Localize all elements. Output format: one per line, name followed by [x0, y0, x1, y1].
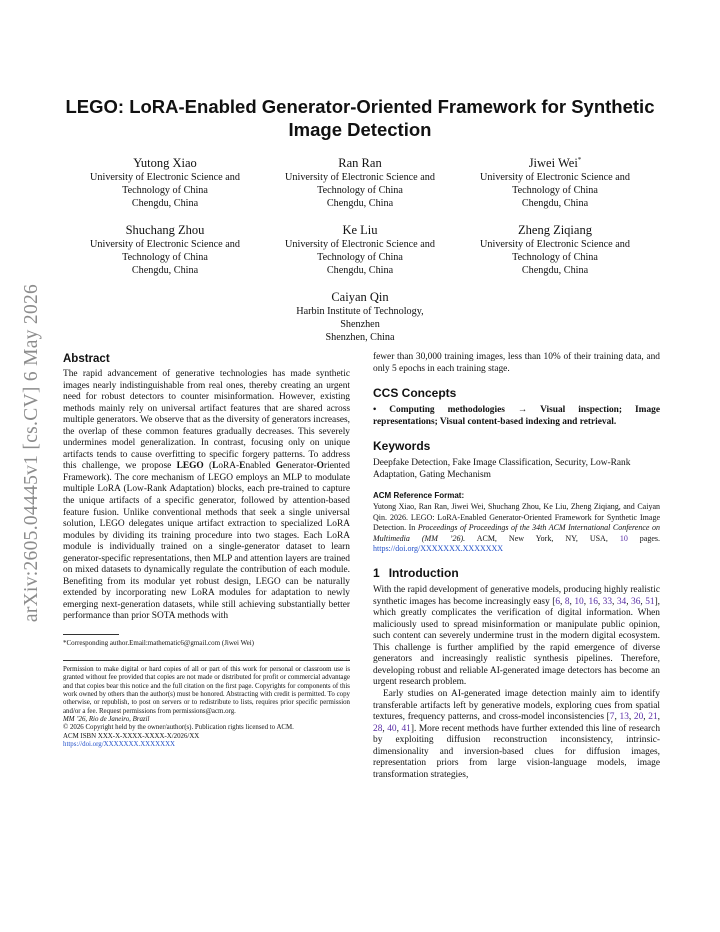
acm-reference-heading: ACM Reference Format:	[373, 491, 465, 501]
author-city: Shenzhen, China	[325, 332, 395, 344]
author-affiliation: University of Electronic Science and Technology of China	[480, 172, 630, 197]
arxiv-id: arXiv:2605.04445v1 [cs.CV] 6 May 2026	[21, 283, 43, 623]
author-city: Chengdu, China	[521, 198, 589, 210]
author-name: Ke Liu	[342, 223, 378, 238]
author	[70, 219, 260, 277]
citation-link[interactable]: 41	[401, 723, 411, 734]
pages-link[interactable]: 10	[619, 533, 628, 543]
citation-link[interactable]: 7	[609, 712, 615, 723]
footnote-rule	[63, 634, 119, 635]
abstract-heading: Abstract	[63, 353, 110, 365]
author-affiliation: University of Electronic Science and Technology of China	[90, 239, 240, 264]
abstract-text: The rapid advancement of generative technologies has made synthetic images nearly indistinguishable from real ones, thereby creating an urgent need for robust detectors to counter misinformation. However, existing methods mainly rely on universal artifact features that are shared across multiple generators. We observe that as the diversity of generators increases, the overlap of these common features gradually decreases. This severely undermines model generalization. In contrast, focusing only on unique artifacts tends to cause overfitting to specific forgery patterns. To address this challenge, we propose LEGO (LoRA-Enabled Generator-Oriented Framework). The core mechanism of LEGO employs an MLP to modulate multiple LoRA (Low-Rank Adaptation) blocks, each pre-trained to capture the unique artifacts of a specific generator, followed by attention-based feature fusion. Unlike conventional methods that seek a single universal solution, LEGO delegates unique artifact extraction to specialized LoRA modules by dividing its training procedure into two stages. Each LoRA module is individually trained on a single-generator dataset to learn generator-specific representations, then MLP and attention layers are trained on mixed datasets to dynamically regulate the contribution of each module. Benefiting from its modular yet robust design, LEGO can be naturally extended by incorporating new LoRA modules for adaptation to newly emerging next-generation datasets, while still achieving substantially better performance than prior SOTA methods with	[63, 369, 350, 622]
author-name: Zheng Ziqiang	[518, 223, 592, 238]
citation-link[interactable]: 13	[619, 712, 629, 723]
abstract-continuation: fewer than 30,000 training images, less than 10% of their training data, and only 5 epochs in each training stage.	[373, 352, 660, 374]
keywords-heading: Keywords	[373, 439, 431, 454]
acm-doi-link[interactable]: https://doi.org/XXXXXXX.XXXXXXX	[373, 544, 504, 554]
venue-line: MM ’26, Rio de Janeiro, Brazil	[63, 716, 150, 724]
citation-link[interactable]: 16	[588, 596, 598, 607]
citation-link[interactable]: 20	[633, 712, 644, 723]
intro-heading: 1 Introduction	[373, 566, 459, 581]
arxiv-stamp	[12, 263, 52, 643]
author	[265, 152, 455, 210]
citation-link[interactable]: 34	[616, 596, 627, 607]
ccs-heading: CCS Concepts	[373, 386, 457, 401]
citation-link[interactable]: 33	[602, 596, 613, 607]
author	[460, 219, 650, 277]
author-affiliation: University of Electronic Science and Technology of China	[90, 172, 240, 197]
author-name: Caiyan Qin	[331, 290, 389, 305]
author-affiliation: Harbin Institute of Technology, Shenzhen	[296, 306, 424, 331]
intro-paragraph-1: With the rapid development of generative models, producing highly realistic synthetic images has become increasingly easy [6, 8, 10, 16, 33, 34, 36, 51], which greatly complicates the verification of digital information. When maliciously used to spread misinformation or manipulate public opinion, such content can severely undermine trust in the modern digital ecosystem. This challenge is further amplified by the rapid emergence of diverse generators and increasingly realistic synthesis pipelines. Therefore, developing robust and reliable AI-generated image detectors has become an urgent research problem.	[373, 585, 661, 688]
copyright-line: © 2026 Copyright held by the owner/author(s). Publication rights licensed to ACM.	[63, 724, 294, 732]
citation-link[interactable]: 8	[564, 596, 570, 607]
citation-link[interactable]: 21	[648, 712, 658, 723]
citation-link[interactable]: 10	[574, 596, 584, 607]
author-name: Shuchang Zhou	[125, 223, 205, 238]
citation-link[interactable]: 6	[555, 596, 561, 607]
acm-reference-text: Yutong Xiao, Ran Ran, Jiwei Wei, Shuchang Zhou, Ke Liu, Zheng Ziqiang, and Caiyan Qin. 2026. LEGO: LoRA-Enabled Generator-Oriented Framework for Synthetic Image Detection. In Proceedings of Proceedings of the 34th ACM International Conference on Multimedia (MM ’26). ACM, New York, NY, USA, 10 pages. https://doi.org/XXXXXXX.XXXXXXX	[373, 502, 661, 554]
author-city: Chengdu, China	[131, 265, 199, 277]
paper-title: LEGO: LoRA-Enabled Generator-Oriented Framework for Synthetic Image Detection	[65, 96, 655, 140]
author	[280, 286, 440, 344]
right-column	[373, 352, 660, 781]
author-row	[70, 152, 650, 210]
citation-link[interactable]: 36	[631, 596, 641, 607]
author-city: Chengdu, China	[326, 198, 394, 210]
author-affiliation: University of Electronic Science and Technology of China	[480, 239, 630, 264]
citation-link[interactable]: 28	[373, 723, 383, 734]
citation-link[interactable]: 40	[387, 723, 397, 734]
author-city: Chengdu, China	[521, 265, 589, 277]
author-affiliation: University of Electronic Science and Technology of China	[285, 239, 435, 264]
author-name: Yutong Xiao	[133, 156, 197, 171]
author	[70, 152, 260, 210]
corresponding-footnote: *Corresponding author.Email:mathematic6@gmail.com (Jiwei Wei)	[63, 639, 255, 648]
author-row	[70, 286, 650, 344]
citation-link[interactable]: 51	[645, 596, 655, 607]
author-name: Jiwei Wei	[528, 156, 578, 171]
keywords-text: Deepfake Detection, Fake Image Classification, Security, Low-Rank Adaptation, Gating Mechanism	[373, 458, 631, 480]
doi-link[interactable]: https://doi.org/XXXXXXX.XXXXXXX	[63, 741, 176, 749]
author-mark: *	[577, 156, 582, 164]
author-city: Chengdu, China	[326, 265, 394, 277]
permission-notice: Permission to make digital or hard copies of all or part of this work for personal or classroom use is granted without fee provided that copies are not made or distributed for profit or commercial advantage and that copies bear this notice and the full citation on the first page. Copyrights for components of this work owned by others than the author(s) must be honored. Abstracting with credit is permitted. To copy otherwise, or republish, to post on servers or to redistribute to lists, requires prior specific permission and/or a fee. Request permissions from permissions@acm.org.	[63, 666, 350, 715]
permission-rule	[63, 660, 350, 661]
author	[460, 152, 650, 210]
author-name: Ran Ran	[338, 156, 382, 171]
author-block	[70, 152, 650, 353]
author-affiliation: University of Electronic Science and Technology of China	[285, 172, 435, 197]
intro-paragraph-2: Early studies on AI-generated image detection mainly aim to identify transferable artifacts left by generative models, exploring cues from spatial textures, frequency patterns, and cross-model inconsistencies [7, 13, 20, 21, 28, 40, 41]. More recent methods have further extended this line of research by exploiting diffusion reconstruction inconsistency, intrinsic-dimensionality and inversion-based clues for diffusion images, representation priors from large vision-language models, image transformation strategies,	[373, 688, 661, 780]
author-row	[70, 219, 650, 277]
author	[265, 219, 455, 277]
author-city: Chengdu, China	[131, 198, 199, 210]
ccs-concepts: • Computing methodologies → Visual inspection; Image representations; Visual content-based indexing and retrieval.	[373, 405, 660, 427]
left-column	[63, 352, 350, 749]
isbn-line: ACM ISBN XXX-X-XXXX-XXXX-X/2026/XX	[63, 732, 200, 740]
